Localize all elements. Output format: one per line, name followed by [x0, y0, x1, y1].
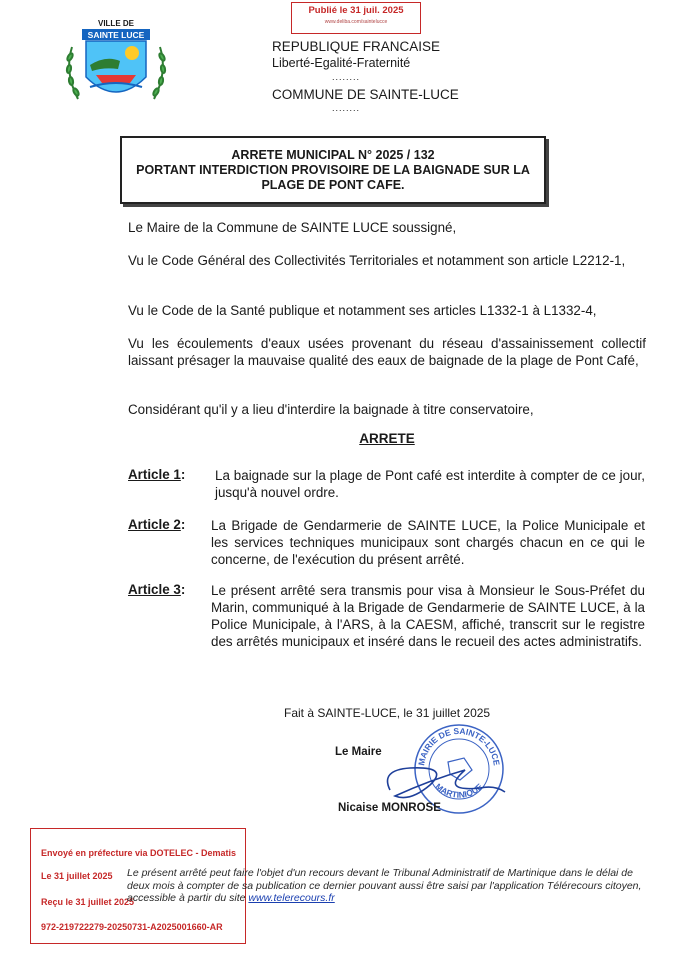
preamble-vu-ecoulements: Vu les écoulements d'eaux usées provenant du réseau d'assainissement collectif laissant présager la mauvaise qualité des eaux de baignade de la plage de Pont Café, [128, 336, 646, 368]
decree-subject-line2: PLAGE DE PONT CAFE. [261, 177, 405, 192]
appeal-notice [127, 867, 642, 905]
article-1-label: Article 1: [128, 467, 186, 482]
logo-text-top: VILLE DE [97, 19, 135, 28]
prefecture-sent-date: Le 31 juillet 2025 [41, 871, 113, 881]
seal-text-bottom: MARTINIQUE [433, 781, 485, 800]
article-1-text: La baignade sur la plage de Pont café est interdite à compter de ce jour, jusqu'à nouvel ordre. [215, 468, 645, 500]
republic-motto: Liberté-Egalité-Fraternité [272, 56, 411, 70]
preamble-maire: Le Maire de la Commune de SAINTE LUCE soussigné, [128, 220, 457, 235]
arrete-heading: ARRETE [359, 431, 415, 446]
publication-stamp [291, 2, 421, 34]
preamble-considerant: Considérant qu'il y a lieu d'interdire la baignade à titre conservatoire, [128, 402, 534, 417]
header-separator: ........ [332, 72, 361, 82]
article-2-text: La Brigade de Gendarmerie de SAINTE LUCE, la Police Municipale et les services techniques municipaux sont chargés chacun en ce qui le concerne, de l'exécution du présent arrêté. [211, 518, 645, 567]
republic-label: REPUBLIQUE FRANCAISE [272, 39, 441, 54]
logo-text-main: SAINTE LUCE [87, 30, 145, 40]
maire-label: Le Maire [335, 746, 382, 758]
telerecours-link[interactable]: www.telerecours.fr [248, 892, 335, 904]
preamble-vu-cgct: Vu le Code Général des Collectivités Territoriales et notamment son article L2212-1, [128, 253, 626, 268]
preamble-vu-sante: Vu le Code de la Santé publique et notamment ses articles L1332-1 à L1332-4, [128, 303, 597, 318]
prefecture-received-date: Reçu le 31 juillet 2025 [41, 897, 135, 907]
prefecture-act-id: 972-219722279-20250731-A2025001660-AR [41, 922, 223, 932]
sun-icon [125, 46, 139, 60]
decree-title-box [120, 136, 546, 204]
maire-name: Nicaise MONROSE [338, 802, 441, 814]
publication-date: Publié le 31 juil. 2025 [308, 5, 404, 16]
town-logo [60, 17, 172, 117]
article-3-label: Article 3: [128, 582, 186, 597]
decree-number: ARRETE MUNICIPAL N° 2025 / 132 [231, 147, 435, 162]
seal-text-top: MAIRIE DE SAINTE-LUCE [416, 725, 502, 767]
publication-url: www.deliba.com/saintelucce [324, 19, 388, 25]
header-separator-2: ........ [332, 103, 361, 113]
article-3-text: Le présent arrêté sera transmis pour visa à Monsieur le Sous-Préfet du Marin, communiqué à la Brigade de Gendarmerie de SAINTE LUCE, à la Police Municipale, à l'ARS, à la CAESM, affiché, transcrit sur le registre des arrêtés municipaux et inséré dans le recueil des actes administratifs. [211, 583, 645, 649]
boat-icon [96, 75, 136, 83]
prefecture-sent-line: Envoyé en préfecture via DOTELEC - Dematis [41, 848, 237, 858]
signed-at-date: Fait à SAINTE-LUCE, le 31 juillet 2025 [284, 706, 491, 720]
article-2-label: Article 2: [128, 517, 186, 532]
appeal-notice-text: Le présent arrêté peut faire l'objet d'un recours devant le Tribunal Administratif de Martinique dans le délai de deux mois à compter de sa publication ce dernier pouvant aussi être saisi par l'application Télérecours citoyen, accessible à partir du site [127, 867, 642, 904]
decree-subject-line1: PORTANT INTERDICTION PROVISOIRE DE LA BAIGNADE SUR LA [136, 162, 530, 177]
commune-label: COMMUNE DE SAINTE-LUCE [272, 87, 459, 102]
document-header [272, 38, 482, 113]
